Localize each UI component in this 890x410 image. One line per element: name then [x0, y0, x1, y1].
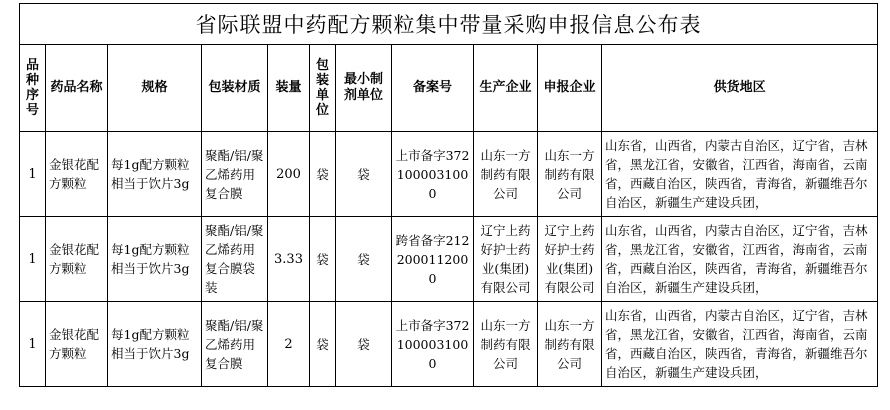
unit-cell: 袋: [310, 217, 336, 302]
header-record: 备案号: [392, 45, 474, 132]
material-cell: 聚酯/铝/聚乙烯药用复合膜袋装: [202, 217, 268, 302]
spec-cell: 每1g配方颗粒相当于饮片3g: [108, 217, 202, 302]
header-applicant: 申报企业: [538, 45, 602, 132]
name-cell: 金银花配方颗粒: [46, 217, 108, 302]
header-quantity: 装量: [268, 45, 310, 132]
quantity-cell: 3.33: [268, 217, 310, 302]
seq-cell: 1: [20, 132, 46, 217]
header-spec: 规格: [108, 45, 202, 132]
applicant-cell: 辽宁上药好护士药业(集团)有限公司: [538, 217, 602, 302]
record-cell: 跨省备字2122000112000: [392, 217, 474, 302]
unit-cell: 袋: [310, 302, 336, 387]
header-manufacturer: 生产企业: [474, 45, 538, 132]
header-supply: 供货地区: [602, 45, 878, 132]
header-seq: 品种序号: [20, 45, 46, 132]
quantity-cell: 2: [268, 302, 310, 387]
header-unit: 包装单位: [310, 45, 336, 132]
applicant-cell: 山东一方制药有限公司: [538, 302, 602, 387]
supply-cell: 山东省，山西省，内蒙古自治区，辽宁省，吉林省，黑龙江省，安徽省，江西省，海南省，云南省，西藏自治区，陕西省，青海省，新疆维吾尔自治区，新疆生产建设兵团，: [602, 132, 878, 217]
manufacturer-cell: 辽宁上药好护士药业(集团)有限公司: [474, 217, 538, 302]
spec-cell: 每1g配方颗粒相当于饮片3g: [108, 132, 202, 217]
min-unit-cell: 袋: [336, 217, 392, 302]
name-cell: 金银花配方颗粒: [46, 132, 108, 217]
header-row: [20, 45, 878, 132]
table-row: [20, 302, 878, 387]
record-cell: 上市备字3721000031000: [392, 132, 474, 217]
spec-cell: 每1g配方颗粒相当于饮片3g: [108, 302, 202, 387]
procurement-table: [19, 3, 878, 387]
table-row: [20, 217, 878, 302]
table-row: [20, 132, 878, 217]
min-unit-cell: 袋: [336, 302, 392, 387]
quantity-cell: 200: [268, 132, 310, 217]
name-cell: 金银花配方颗粒: [46, 302, 108, 387]
manufacturer-cell: 山东一方制药有限公司: [474, 302, 538, 387]
header-material: 包装材质: [202, 45, 268, 132]
supply-cell: 山东省，山西省，内蒙古自治区，辽宁省，吉林省，黑龙江省，安徽省，江西省，海南省，云南省，西藏自治区，陕西省，青海省，新疆维吾尔自治区，新疆生产建设兵团，: [602, 302, 878, 387]
seq-cell: 1: [20, 302, 46, 387]
header-min-unit: 最小制剂单位: [336, 45, 392, 132]
manufacturer-cell: 山东一方制药有限公司: [474, 132, 538, 217]
header-name: 药品名称: [46, 45, 108, 132]
record-cell: 上市备字3721000031000: [392, 302, 474, 387]
seq-cell: 1: [20, 217, 46, 302]
min-unit-cell: 袋: [336, 132, 392, 217]
material-cell: 聚酯/铝/聚乙烯药用复合膜: [202, 132, 268, 217]
page-title: 省际联盟中药配方颗粒集中带量采购申报信息公布表: [20, 4, 878, 45]
unit-cell: 袋: [310, 132, 336, 217]
applicant-cell: 山东一方制药有限公司: [538, 132, 602, 217]
material-cell: 聚酯/铝/聚乙烯药用复合膜: [202, 302, 268, 387]
supply-cell: 山东省，山西省，内蒙古自治区，辽宁省，吉林省，黑龙江省，安徽省，江西省，海南省，云南省，西藏自治区，陕西省，青海省，新疆维吾尔自治区，新疆生产建设兵团，: [602, 217, 878, 302]
